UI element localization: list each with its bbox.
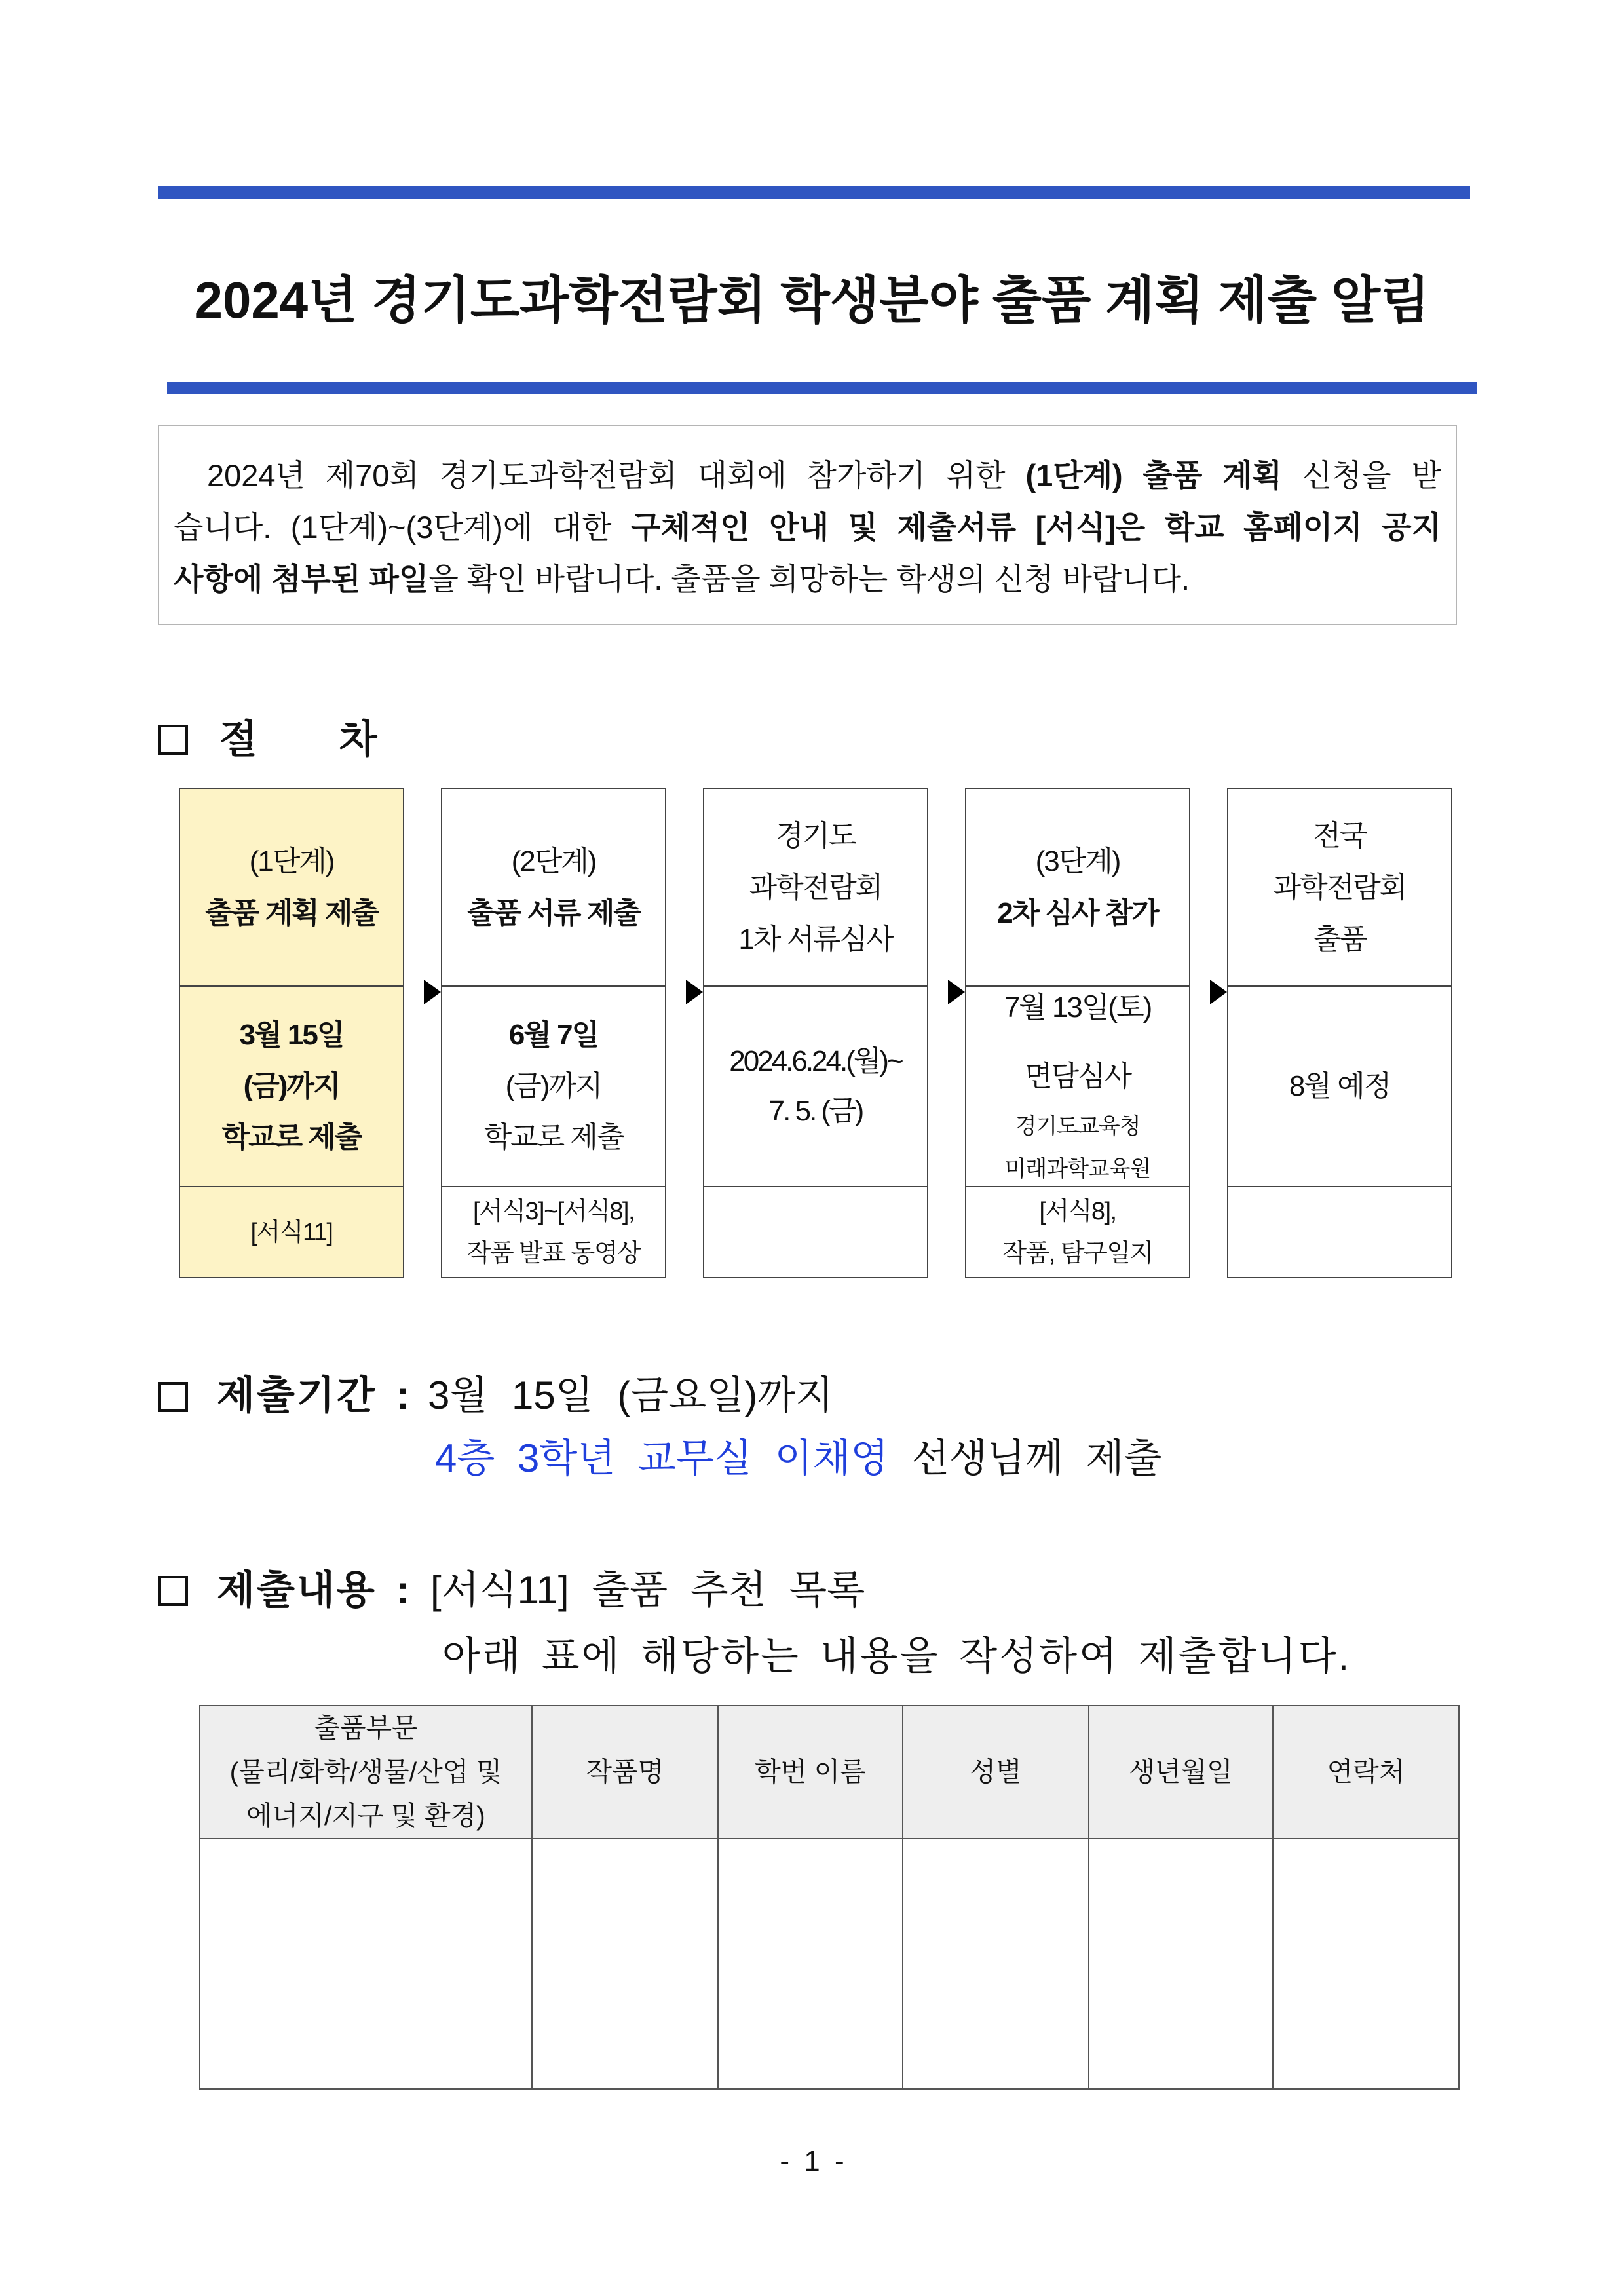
entry-table-body-row	[200, 1839, 1459, 2089]
step-header-cell	[966, 789, 1189, 987]
step-forms-cell	[966, 1187, 1189, 1277]
step-date-suffix: (금)까지	[243, 1070, 340, 1102]
header-text: 출품부문	[314, 1713, 418, 1743]
intro-text: 을 확인 바랍니다. 출품을 희망하는 학생의 신청 바랍니다.	[428, 562, 1190, 596]
intro-box	[158, 425, 1457, 625]
intro-text: 신청을 받	[1302, 458, 1441, 493]
step-forms: [서식8],	[1039, 1197, 1116, 1225]
step-3-card	[703, 788, 928, 1278]
step-title: 출품 계획 제출	[205, 897, 378, 929]
step-forms-cell	[704, 1187, 927, 1277]
entry-cell	[903, 1839, 1089, 2089]
intro-bold-text: 사항에 첨부된 파일	[174, 562, 429, 596]
deadline-value: 3월 15일 (금요일)까지	[428, 1373, 834, 1417]
step-4-card	[965, 788, 1190, 1278]
step-date: 8월 예정	[1289, 1070, 1391, 1102]
intro-text: 2024년 제70회 경기도과학전람회 대회에 참가하기 위한	[207, 458, 1006, 493]
entry-cell	[1089, 1839, 1273, 2089]
step-date: 6월 7일	[508, 1019, 599, 1051]
step-date: 7월 13일(토)	[1004, 991, 1152, 1024]
step-date-cell	[442, 987, 665, 1187]
submission-place-highlight: 4층 3학년 교무실 이채영	[435, 1436, 889, 1480]
step-venue: 경기도교육청	[1015, 1114, 1141, 1139]
step-event: 면담심사	[1024, 1060, 1131, 1092]
step-title-line: 과학전람회	[1273, 871, 1407, 904]
step-title-line: 과학전람회	[749, 871, 882, 904]
step-stage-label: (2단계)	[511, 845, 596, 877]
step-forms-cell	[442, 1187, 665, 1277]
bottom-accent-bar	[167, 382, 1477, 394]
entry-cell	[532, 1839, 718, 2089]
contents-colon: :	[396, 1568, 409, 1612]
step-title-line: 1차 서류심사	[738, 923, 893, 955]
header-cell-category	[200, 1706, 532, 1839]
entry-table-header-row	[200, 1706, 1459, 1839]
intro-bold-text: 구체적인 안내 및 제출서류 [서식]은 학교 홈페이지 공지	[631, 510, 1441, 545]
step-stage-label: (1단계)	[249, 845, 334, 877]
header-text: 에너지/지구 및 환경)	[246, 1801, 485, 1831]
step-date-cell	[1228, 987, 1451, 1187]
triangle-right-icon	[948, 980, 965, 1004]
step-forms: [서식3]~[서식8],	[472, 1197, 635, 1225]
header-cell-gender: 성별	[903, 1706, 1089, 1839]
step-date-cell	[704, 987, 927, 1187]
deadline-colon: :	[396, 1373, 409, 1417]
step-destination: 학교로 제출	[483, 1121, 624, 1153]
top-accent-bar	[158, 186, 1470, 199]
contents-value: [서식11] 출품 추천 목록	[430, 1568, 865, 1612]
empty-square-icon	[158, 1576, 188, 1606]
page-number: - 1 -	[780, 2145, 844, 2177]
empty-square-icon	[158, 725, 188, 755]
step-title-line: 출품	[1313, 923, 1367, 955]
intro-bold-text: (1단계) 출품 계획	[1025, 458, 1282, 493]
step-forms: [서식11]	[250, 1218, 333, 1246]
step-title-line: 경기도	[776, 819, 856, 852]
triangle-right-icon	[686, 980, 703, 1004]
contents-note: 아래 표에 해당하는 내용을 작성하여 제출합니다.	[442, 1634, 1351, 1678]
step-header-cell	[704, 789, 927, 987]
step-forms: 작품 발표 동영상	[466, 1239, 641, 1267]
header-cell-title: 작품명	[532, 1706, 718, 1839]
step-1-card	[179, 788, 404, 1278]
step-destination: 학교로 제출	[221, 1121, 362, 1153]
entry-cell	[1273, 1839, 1459, 2089]
entry-table	[199, 1705, 1460, 2090]
step-date: 3월 15일	[239, 1019, 344, 1051]
step-stage-label: (3단계)	[1035, 845, 1120, 877]
contents-label: 제출내용	[217, 1568, 377, 1612]
entry-cell	[718, 1839, 903, 2089]
step-date-cell	[180, 987, 403, 1187]
submission-place-line	[435, 1432, 1162, 1485]
step-venue: 미래과학교육원	[1004, 1157, 1151, 1181]
procedure-heading: 절 차	[219, 718, 377, 761]
step-date: 2024.6.24.(월)~	[729, 1045, 902, 1077]
submission-place-rest: 선생님께 제출	[911, 1436, 1162, 1480]
page-title: 2024년 경기도과학전람회 학생분야 출품 계획 제출 알림	[194, 271, 1430, 329]
deadline-label: 제출기간	[217, 1373, 377, 1417]
step-5-card	[1227, 788, 1452, 1278]
step-date: 7. 5. (금)	[768, 1095, 863, 1127]
intro-line	[174, 501, 1441, 553]
step-forms-cell	[180, 1187, 403, 1277]
entry-cell	[200, 1839, 532, 2089]
step-title-line: 전국	[1313, 819, 1367, 852]
header-cell-contact: 연락처	[1273, 1706, 1459, 1839]
step-2-card	[441, 788, 666, 1278]
step-header-cell	[180, 789, 403, 987]
step-header-cell	[1228, 789, 1451, 987]
intro-text: 습니다. (1단계)~(3단계)에 대한	[174, 510, 612, 545]
step-forms-cell	[1228, 1187, 1451, 1277]
header-text: (물리/화학/생물/산업 및	[229, 1757, 502, 1787]
step-date-cell	[966, 987, 1189, 1187]
header-cell-birthdate: 생년월일	[1089, 1706, 1273, 1839]
header-cell-student: 학번 이름	[718, 1706, 903, 1839]
intro-line	[174, 450, 1441, 501]
triangle-right-icon	[424, 980, 441, 1004]
step-forms: 작품, 탐구일지	[1002, 1239, 1153, 1267]
step-header-cell	[442, 789, 665, 987]
triangle-right-icon	[1210, 980, 1227, 1004]
step-date-suffix: (금)까지	[505, 1070, 602, 1102]
step-title: 2차 심사 참가	[997, 897, 1158, 929]
intro-line	[174, 553, 1441, 605]
empty-square-icon	[158, 1382, 188, 1412]
step-title: 출품 서류 제출	[467, 897, 640, 929]
